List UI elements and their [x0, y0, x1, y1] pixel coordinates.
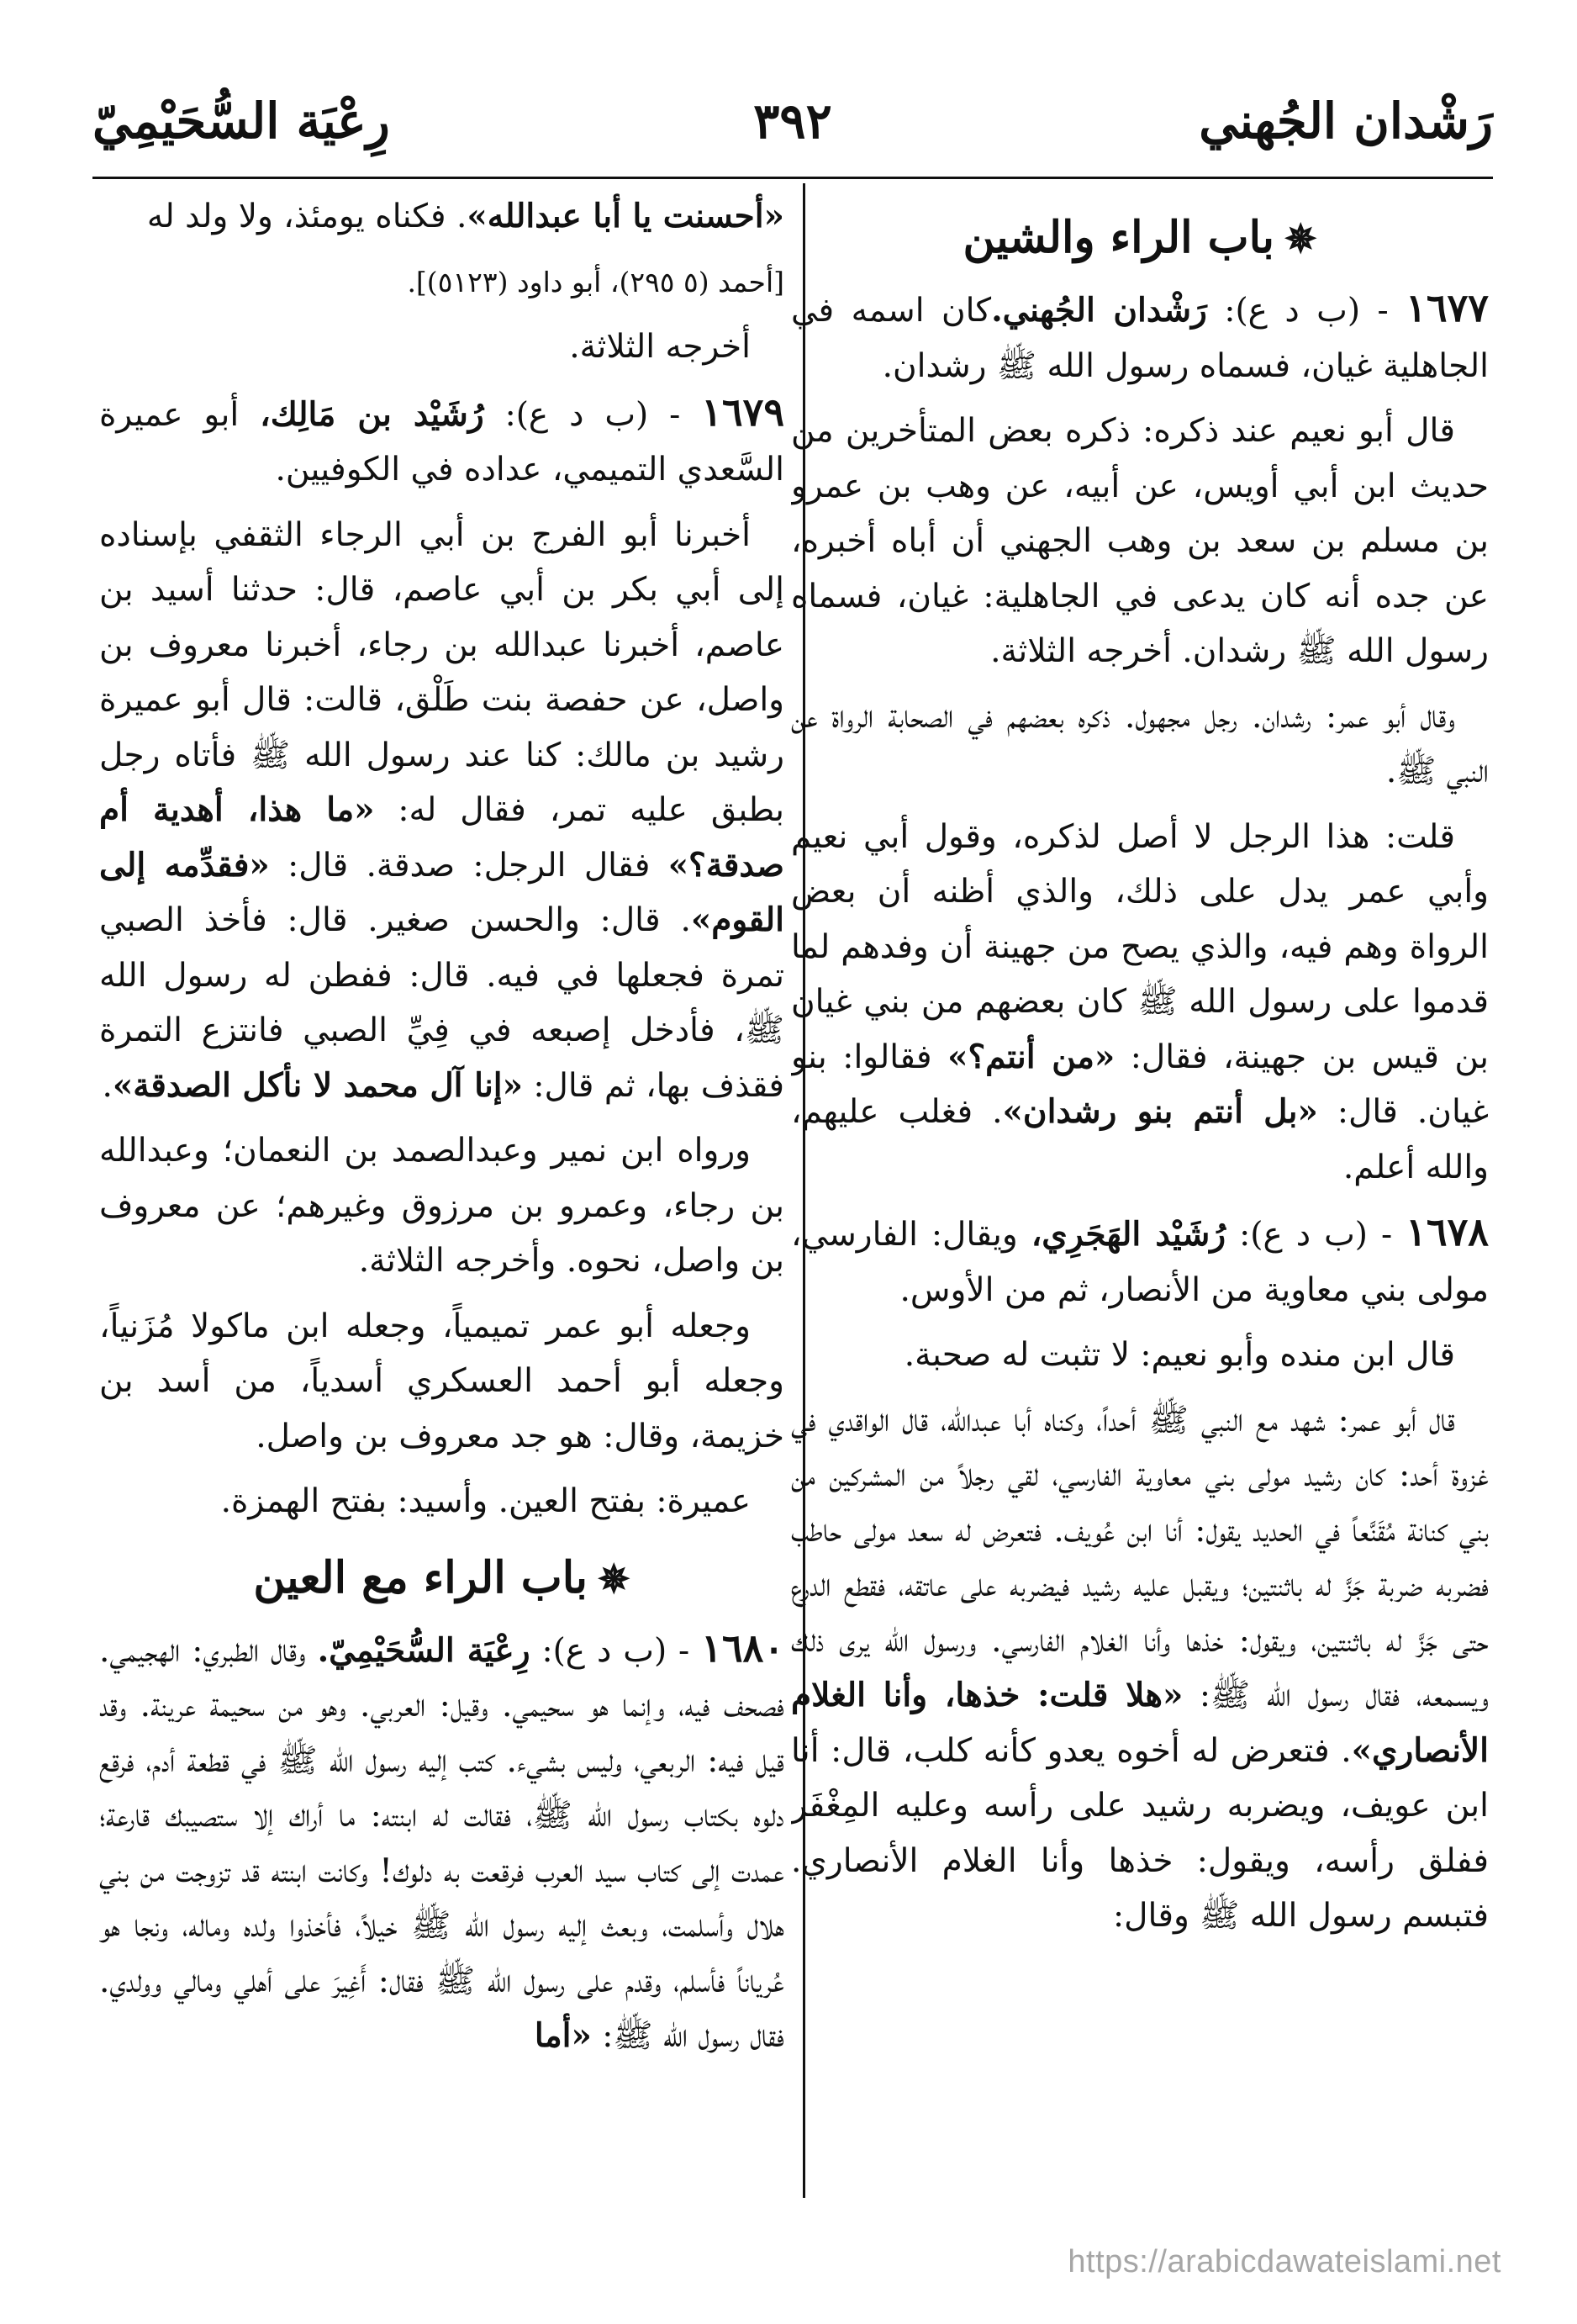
- star-ornament-icon: ✵: [1284, 216, 1317, 261]
- entry-1678: [791, 1205, 1489, 1318]
- entry-number: ١٦٨٠: [701, 1624, 784, 1671]
- text-run: .: [102, 1066, 113, 1105]
- paragraph: أخرجه الثلاثة.: [569, 328, 751, 366]
- paragraph: [99, 508, 784, 1114]
- running-title-right: رَشْدان الجُهني: [1199, 92, 1493, 150]
- hadith-quote: «هلا قلت: خذها، وأنا الغلام الأنصاري»: [791, 1676, 1489, 1770]
- entry-tag: - (ب د ع):: [541, 1631, 690, 1670]
- entry-number: ١٦٧٧: [1406, 285, 1489, 330]
- hadith-quote: «فقدِّمه إلى القوم»: [99, 845, 784, 939]
- entry-number: ١٦٧٨: [1406, 1209, 1489, 1254]
- page-header: [92, 84, 1493, 177]
- entry-text: كان اسمه في الجاهلية غيان، فسماه رسول الله ﷺ رشدان.: [791, 292, 1489, 385]
- entry-tag: - (ب د ع):: [1224, 292, 1389, 330]
- right-column: [791, 189, 1489, 2198]
- chapter-title: باب الراء والشين: [963, 212, 1274, 263]
- paragraph: عميرة: بفتح العين. وأسيد: بفتح الهمزة.: [220, 1482, 751, 1520]
- star-ornament-icon: ✵: [598, 1555, 630, 1602]
- entry-tag: - (ب د ع):: [504, 395, 681, 434]
- text-run: . قال: والحسن صغير. قال: فأخذ الصبي تمرة فجعلها في فيه. قال: ففطن له رسول الله ﷺ، فأدخل إصبعه في فِيِّ الصبي فانتزع التمرة فقذف بها، ثم قال:: [99, 901, 784, 1105]
- paragraph: [791, 810, 1489, 1196]
- paragraph: وجعله أبو عمر تميمياً، وجعله ابن ماكولا مُزَنياً، وجعله أبو أحمد العسكري أسدياً، من أسد بن خزيمة، وقال: هو جد معروف بن واصل.: [99, 1307, 784, 1455]
- hadith-quote: «أما: [534, 2016, 592, 2055]
- chapter-title: باب الراء مع العين: [253, 1551, 588, 1603]
- left-column: [99, 189, 784, 2198]
- chapter-heading: [99, 1545, 784, 1613]
- watermark-url: https://arabicdawateislami.net: [1068, 2244, 1501, 2279]
- entry-1679: [99, 385, 784, 498]
- page-number: ٣٩٢: [753, 92, 832, 150]
- text-run: . فكناه يومئذ، ولا ولد له: [146, 198, 467, 235]
- text-run: قلت: هذا الرجل لا أصل لذكره، وقول أبي نعيم وأبي عمر يدل على ذلك، والذي أظنه أن بعض الرواة وهم فيه، والذي يصح من جهينة أن وفدهم لما قدموا على رسول الله ﷺ كان بعضهم من بني غيان بن قيس بن جهينة، فقال:: [791, 817, 1489, 1076]
- paragraph: ورواه ابن نمير وعبدالصمد بن النعمان؛ وعبدالله بن رجاء، وعمرو بن مرزوق وغيرهم؛ عن معروف بن واصل، نحوه. وأخرجه الثلاثة.: [99, 1132, 784, 1280]
- hadith-quote: «أحسنت يا أبا عبدالله»: [467, 197, 784, 235]
- chapter-heading: [791, 204, 1489, 272]
- entry-1680: [99, 1621, 784, 2064]
- hadith-quote: «بل أنتم بنو رشدان»: [1002, 1092, 1318, 1131]
- text-run: أخبرنا أبو الفرج بن أبي الرجاء الثقفي بإسناده إلى أبي بكر بن أبي عاصم، قال: حدثنا أسيد بن عاصم، أخبرنا عبدالله بن رجاء، أخبرنا معروف بن واصل، عن حفصة بنت طَلْق، قالت: قال أبو عميرة رشيد بن مالك: كنا عند رسول الله ﷺ فأتاه رجل بطبق عليه تمر، فقال له:: [99, 515, 784, 829]
- hadith-quote: «إنا آل محمد لا نأكل الصدقة»: [112, 1065, 524, 1105]
- entry-number: ١٦٧٩: [701, 388, 784, 435]
- text-run: فقالوا: بنو غيان. قال:: [791, 1038, 1489, 1131]
- entry-name: رَشْدان الجُهني.: [991, 291, 1207, 330]
- source-reference: [أحمد (٥ ٢٩٥)، أبو داود (٥١٢٣)].: [407, 265, 784, 298]
- running-title-left: رِعْيَة السُّحَيْمِيّ: [92, 92, 390, 150]
- hadith-quote: «من أنتم؟»: [947, 1037, 1116, 1076]
- paragraph: وقال أبو عمر: رشدان. رجل مجهول. ذكره بعضهم في الصحابة الرواة عن النبي ﷺ.: [791, 697, 1489, 790]
- text-run: قال أبو عمر: شهد مع النبي ﷺ أحداً، وكناه أبا عبدالله، قال الواقدي في غزوة أحد: كان رشيد مولى بني معاوية الفارسي، لقي رجلاً من المشركين من بني كنانة مُقَنَّعاً في الحديد يقول: أنا ابن عُويف. فتعرض له سعد مولى حاطب فضربه ضربة جَزَّ له باثنتين؛ ويقبل عليه رشيد فيضربه على عاتقه، فقطع الدرع حتى جَزَّ له باثنتين، ويقول: خذها وأنا الغلام الفارسي. ورسول الله يرى ذلك ويسمعه، فقال رسول الله ﷺ:: [791, 1401, 1489, 1714]
- header-rule: [92, 177, 1493, 179]
- entry-name: رِعْيَة السُّحَيْمِيّ.: [317, 1630, 530, 1670]
- entry-text: ويقال: الفارسي، مولى بني معاوية من الأنصار، ثم من الأوس.: [791, 1216, 1489, 1309]
- paragraph: قال أبو نعيم عند ذكره: ذكره بعض المتأخرين من حديث ابن أبي أويس، عن أبيه، عن وهب بن عمرو بن مسلم بن سعد بن وهب الجهني أن أباه أخبره، عن جده أنه كان يدعى في الجاهلية: غيان، فسماه رسول الله ﷺ رشدان. أخرجه الثلاثة.: [791, 412, 1489, 670]
- text-run: . فتعرض له أخوه يعدو كأنه كلب، قال: أنا ابن عويف، ويضربه رشيد على رأسه وعليه المِغْفَر ففلق رأسه، ويقول: خذها وأنا الغلام الأنصاري. فتبسم رسول الله ﷺ وقال:: [791, 1731, 1489, 1935]
- text-run: وقال الطبري: الهجيمي. فصحف فيه، وإنما هو سحيمي. وقيل: العربي. وهو من سحيمة عرينة. وقد قيل فيه: الربعي، وليس بشيء. كتب إليه رسول الله ﷺ في قطعة أدم، فرقع دلوه بكتاب رسول الله ﷺ، فقالت له ابنته: ما أراك إلا ستصيبك قارعة؛ عمدت إلى كتاب سيد العرب فرقعت به دلوك! وكانت ابنته قد تزوجت من بني هلال وأسلمت، وبعث إليه رسول الله ﷺ خيلاً، فأخذوا ولده وماله، ونجا هو عُرياناً فأسلم، وقدم على رسول الله ﷺ فقال: أَغِيرَ على أهلي ومالي وولدي. فقال رسول الله ﷺ:: [99, 1631, 784, 2055]
- paragraph: قال ابن منده وأبو نعيم: لا تثبت له صحبة.: [904, 1336, 1455, 1374]
- entry-tag: - (ب د ع):: [1239, 1216, 1393, 1254]
- text-run: فقال الرجل: صدقة. قال:: [287, 846, 651, 885]
- entry-name: رُشَيْد الهَجَرِي،: [1031, 1215, 1226, 1254]
- hadith-quote: «ما هذا، أهدية أم صدقة؟»: [99, 790, 784, 885]
- entry-name: رُشَيْد بن مَالِك،: [260, 394, 484, 434]
- entry-1677: [791, 281, 1489, 393]
- text-run: . فغلب عليهم، والله أعلم.: [791, 1093, 1489, 1186]
- paragraph: [791, 1393, 1489, 1944]
- continuation: [99, 189, 784, 245]
- entry-text: أبو عميرة السَّعدي التميمي، عداده في الكوفيين.: [99, 395, 784, 489]
